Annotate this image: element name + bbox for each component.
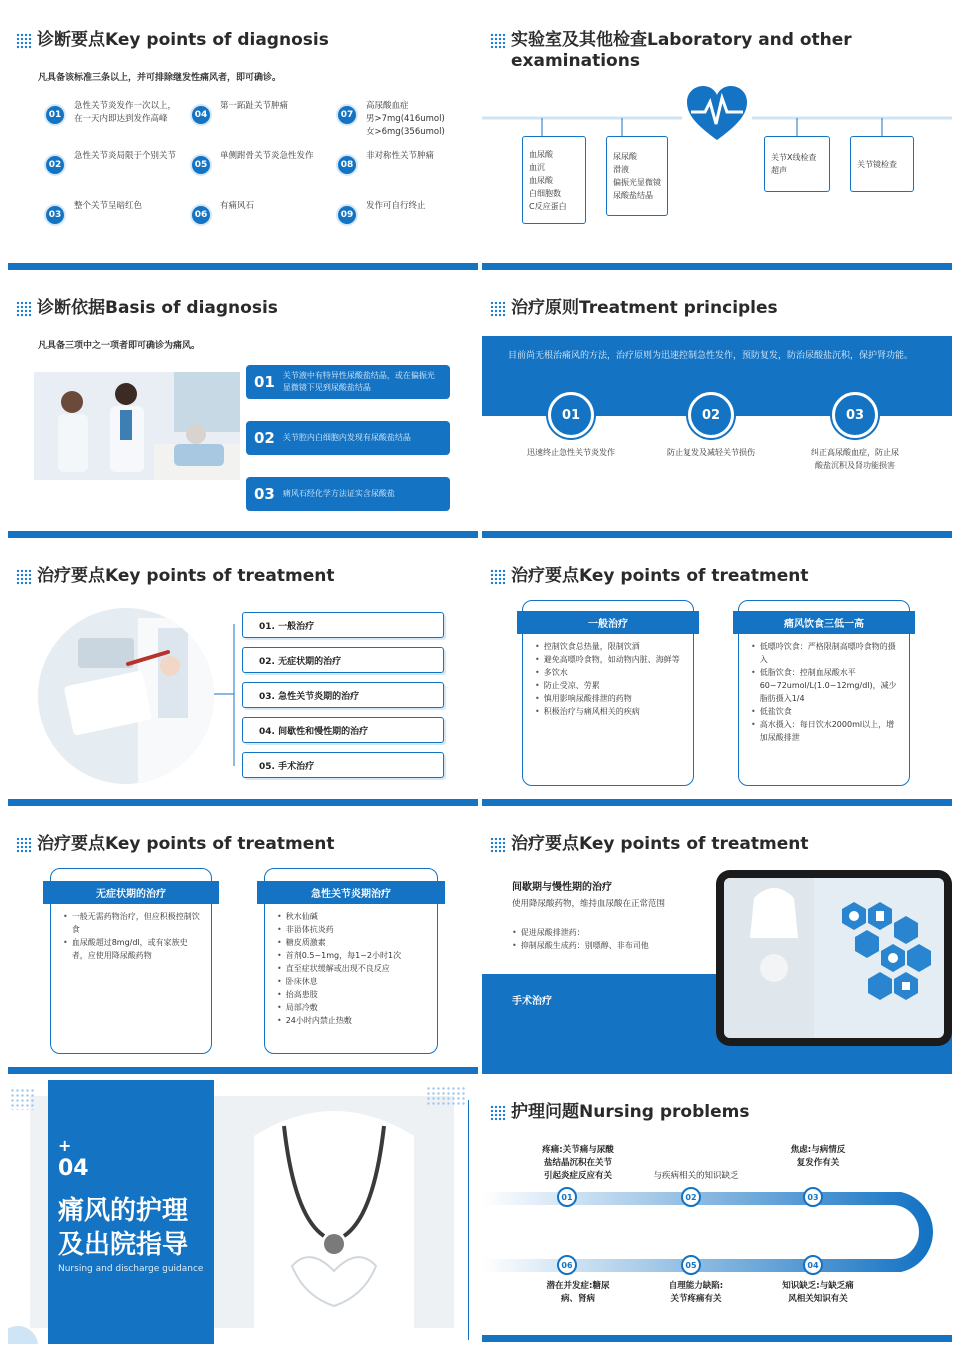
item-text: 单侧跗骨关节炎急性发作	[220, 151, 314, 161]
principle-number: 01	[548, 392, 594, 438]
box-title: 急性关节炎期治疗	[257, 881, 445, 904]
item-number: 02	[254, 429, 275, 447]
bullet-icon: •	[535, 655, 540, 664]
diagnosis-item	[44, 100, 184, 126]
list-item-text: 24小时内禁止热敷	[285, 1016, 352, 1025]
list-item	[512, 939, 712, 952]
outline-item[interactable]	[242, 612, 444, 638]
principle-text: 迅速终止急性关节炎发作	[527, 448, 615, 457]
section-subtitle: Nursing and discharge guidance	[58, 1264, 204, 1274]
list-item-text: 低嘌呤饮食：严格限制高嘌呤食物的摄入	[759, 642, 896, 664]
dots-decoration-icon	[490, 1105, 506, 1121]
outline-connector	[214, 612, 244, 782]
exam-box	[606, 136, 668, 216]
dots-decoration-icon	[490, 301, 506, 317]
slide-general-and-diet	[482, 544, 952, 806]
basis-item	[246, 365, 450, 399]
list-item-text: 积极治疗与痛风相关的疾病	[543, 707, 640, 716]
dots-decoration-icon	[490, 569, 506, 585]
slide-nursing-problems	[482, 1080, 952, 1342]
section-panel	[48, 1080, 214, 1344]
principle-text: 防止复发及减轻关节损伤	[667, 448, 755, 457]
box-title: 痛风饮食三低一高	[733, 611, 915, 634]
acute-arthritis-box	[264, 868, 438, 1054]
dots-decoration-icon	[490, 837, 506, 853]
item-number: 02	[44, 154, 66, 176]
bullet-icon: •	[512, 941, 517, 950]
dots-decoration-icon	[10, 1088, 36, 1110]
item-label: 05. 手术治疗	[259, 761, 315, 772]
doctor-patient-photo	[34, 372, 240, 480]
list-item	[535, 692, 685, 705]
drug-list	[512, 926, 712, 952]
bottom-bar	[482, 263, 952, 270]
list-item-text: 多饮水	[543, 668, 568, 677]
general-treatment-list	[523, 634, 693, 718]
circle-decoration	[8, 1326, 38, 1344]
bullet-icon: •	[751, 720, 756, 729]
plus-icon: +	[58, 1136, 72, 1155]
diagnosis-grid	[44, 100, 464, 240]
track-path	[482, 1192, 952, 1272]
problem-text: 焦虑:与病情反 复发作有关	[790, 1145, 846, 1168]
problem-number: 01	[557, 1187, 577, 1207]
dots-decoration-icon	[16, 569, 32, 585]
item-text: 有痛风石	[220, 201, 255, 211]
list-item-text: 避免高嘌呤食物，如动物内脏、海鲜等	[543, 655, 680, 664]
item-text: 发作可自行终止	[366, 201, 426, 211]
item-number: 01	[44, 104, 66, 126]
item-number: 07	[336, 104, 358, 126]
list-item	[535, 666, 685, 679]
exam-text: 尿尿酸 滑液 偏振光显微镜 尿酸盐结晶	[613, 152, 661, 200]
item-number: 06	[190, 204, 212, 226]
slide-title: 治疗原则Treatment principles	[490, 298, 778, 319]
bullet-icon: •	[277, 1016, 282, 1025]
doctor-writing-photo	[38, 608, 214, 784]
box-title: 一般治疗	[517, 611, 699, 634]
intro-text: 凡具备该标准三条以上，并可排除继发性痛风者，即可确诊。	[38, 73, 282, 83]
list-item-text: 局部冷敷	[285, 1003, 318, 1012]
slide-title: 诊断要点Key points of diagnosis	[16, 30, 329, 51]
item-number: 08	[336, 154, 358, 176]
bottom-bar	[482, 531, 952, 538]
dots-decoration-icon	[16, 837, 32, 853]
slide-lab-examinations	[482, 8, 952, 270]
item-text: 关节腔内白细胞内发现有尿酸盐结晶	[282, 433, 411, 442]
list-item	[277, 988, 429, 1001]
slide-title: 护理问题Nursing problems	[490, 1102, 749, 1123]
problem-number: 06	[557, 1255, 577, 1275]
diagnosis-item	[190, 200, 330, 226]
principle-number: 02	[688, 392, 734, 438]
item-text: 急性关节炎局限于个别关节	[74, 151, 177, 161]
list-item	[277, 1014, 429, 1027]
item-label: 03. 急性关节炎期的治疗	[259, 691, 360, 702]
list-item-text: 控制饮食总热量，限制饮酒	[543, 642, 640, 651]
bullet-icon: •	[277, 964, 282, 973]
list-item-text: 防止受凉、劳累	[543, 681, 600, 690]
list-item	[512, 926, 712, 939]
bullet-icon: •	[751, 642, 756, 651]
slide-title: 治疗要点Key points of treatment	[16, 834, 334, 855]
bullet-icon: •	[535, 668, 540, 677]
list-item	[751, 640, 901, 666]
surgery-label: 手术治疗	[512, 996, 552, 1007]
bullet-icon: •	[535, 642, 540, 651]
bullet-icon: •	[277, 977, 282, 986]
item-text: 急性关节炎发作一次以上，在一天内即达到发作高峰	[74, 101, 177, 124]
bottom-bar	[482, 1067, 952, 1074]
bullet-icon: •	[535, 681, 540, 690]
list-item-text: 抑制尿酸生成药：别嘌醇、非布司他	[520, 941, 649, 950]
bottom-bar	[8, 1067, 478, 1074]
problem-text: 自理能力缺陷: 关节疼痛有关	[668, 1281, 724, 1304]
section-title-line1: 痛风的护理	[58, 1196, 189, 1226]
diagnosis-item	[44, 200, 184, 226]
list-item-text: 抬高患肢	[285, 990, 318, 999]
item-number: 03	[44, 204, 66, 226]
section-title-line2: 及出院指导	[58, 1230, 189, 1260]
slide-treatment-outline	[8, 544, 478, 806]
slide-intermittent-chronic	[482, 812, 952, 1074]
bottom-bar	[482, 1335, 952, 1342]
slide-title: 治疗要点Key points of treatment	[16, 566, 334, 587]
diagnosis-item	[336, 200, 476, 226]
item-text: 关节液中有特异性尿酸盐结晶，或在偏振光显微镜下见到尿酸盐结晶	[282, 371, 435, 392]
outline-item[interactable]	[242, 717, 444, 743]
slide-basis-of-diagnosis	[8, 276, 478, 538]
intro-text: 凡具备三项中之一项者即可确诊为痛风。	[38, 341, 201, 351]
basis-item	[246, 421, 450, 455]
bottom-bar	[482, 799, 952, 806]
list-item-text: 促进尿酸排泄药：	[520, 928, 585, 937]
item-text: 高尿酸血症 男>7mg(416umol) 女>6mg(356umol)	[366, 101, 445, 137]
list-item-text: 卧床休息	[285, 977, 318, 986]
bullet-icon: •	[277, 925, 282, 934]
exam-text: 关节镜检查	[857, 159, 897, 169]
list-item-text: 血尿酸超过8mg/dl，或有家族史者，应使用降尿酸药物	[71, 938, 188, 960]
exam-text: 血尿酸 血沉 血尿酸 白细胞数 C反应蛋白	[529, 149, 567, 211]
diagnosis-item	[336, 100, 476, 139]
problem-text: 与疾病相关的知识缺乏	[653, 1171, 739, 1181]
list-item-text: 高水摄入：每日饮水2000ml以上，增加尿酸排泄	[759, 720, 895, 742]
list-item	[277, 936, 429, 949]
asymptomatic-list	[51, 904, 211, 962]
bullet-icon: •	[63, 912, 68, 921]
problem-text: 知识缺乏:与缺乏痛 风相关知识有关	[782, 1281, 854, 1304]
list-item	[751, 666, 901, 705]
slide-title: 治疗要点Key points of treatment	[490, 834, 808, 855]
diagnosis-item	[190, 150, 330, 176]
bullet-icon: •	[277, 990, 282, 999]
dots-decoration-icon	[16, 301, 32, 317]
slide-section-04	[8, 1080, 478, 1344]
list-item-text: 首剂0.5~1mg，每1~2小时1次	[285, 951, 402, 960]
heart-icon	[685, 84, 749, 144]
exam-box	[764, 136, 830, 192]
bullet-icon: •	[63, 938, 68, 947]
problem-number: 02	[681, 1187, 701, 1207]
list-item-text: 低脂饮食：控制血尿酸水平60~72umol/L(1.0~12mg/dl)，减少脂肪摄入1/4	[759, 668, 897, 703]
list-item-text: 糖皮质激素	[285, 938, 326, 947]
diet-list	[739, 634, 909, 744]
outline-item[interactable]	[242, 647, 444, 673]
acute-arthritis-list	[265, 904, 437, 1027]
item-number: 01	[254, 373, 275, 391]
bullet-icon: •	[535, 707, 540, 716]
item-label: 04. 间歇性和慢性期的治疗	[259, 726, 369, 737]
bottom-bar	[8, 263, 478, 270]
list-item-text: 低盐饮食	[759, 707, 792, 716]
slide-diagnosis-key-points	[8, 8, 478, 270]
list-item	[277, 975, 429, 988]
basis-item	[246, 477, 450, 511]
item-text: 非对称性关节肿痛	[366, 151, 435, 161]
list-item	[63, 910, 203, 936]
item-number: 04	[190, 104, 212, 126]
list-item	[277, 923, 429, 936]
list-item-text: 慎用影响尿酸排泄的药物	[543, 694, 632, 703]
slide-asymptomatic-and-acute	[8, 812, 478, 1074]
problem-number: 04	[803, 1255, 823, 1275]
slide-title: 治疗要点Key points of treatment	[490, 566, 808, 587]
list-item	[535, 640, 685, 653]
item-text: 第一跖趾关节肿痛	[220, 101, 289, 111]
list-item	[277, 949, 429, 962]
exam-box	[850, 136, 914, 192]
subtitle: 间歇期与慢性期的治疗	[512, 882, 612, 893]
list-item	[277, 910, 429, 923]
problem-number: 05	[681, 1255, 701, 1275]
outline-item[interactable]	[242, 752, 444, 778]
section-number: 04	[58, 1156, 89, 1181]
list-item-text: 一般无需药物治疗，但应积极控制饮食	[71, 912, 200, 934]
list-item-text: 直至症状缓解或出现不良反应	[285, 964, 390, 973]
bullet-icon: •	[535, 694, 540, 703]
item-number: 05	[190, 154, 212, 176]
desc: 使用降尿酸药物，维持血尿酸在正常范围	[512, 899, 666, 909]
list-item-text: 非甾体抗炎药	[285, 925, 334, 934]
principle-banner: 目前尚无根治痛风的方法，治疗原则为迅速控制急性发作，预防复发，防治尿酸盐沉积，保护肾功能。	[482, 336, 952, 416]
slide-treatment-principles	[482, 276, 952, 538]
outline-item[interactable]	[242, 682, 444, 708]
dots-decoration-icon	[426, 1086, 466, 1106]
bullet-icon: •	[277, 951, 282, 960]
list-item	[751, 705, 901, 718]
tablet-image	[716, 870, 952, 1046]
bottom-bar	[8, 799, 478, 806]
slide-title: 实验室及其他检查Laboratory and other examinations	[490, 30, 852, 72]
problem-number: 03	[803, 1187, 823, 1207]
bullet-icon: •	[277, 912, 282, 921]
principle-text: 纠正高尿酸血症，防止尿酸盐沉积及肾功能损害	[811, 448, 899, 470]
list-item	[535, 705, 685, 718]
diet-box	[738, 600, 910, 786]
exam-text: 关节X线检查 超声	[771, 153, 817, 175]
list-item	[751, 718, 901, 744]
slide-title: 诊断依据Basis of diagnosis	[16, 298, 278, 319]
dots-decoration-icon	[16, 33, 32, 49]
item-label: 02. 无症状期的治疗	[259, 656, 342, 667]
box-title: 无症状期的治疗	[43, 881, 219, 904]
bullet-icon: •	[751, 668, 756, 677]
diagnosis-item	[44, 150, 184, 176]
bullet-icon: •	[512, 928, 517, 937]
item-label: 01. 一般治疗	[259, 621, 315, 632]
list-item	[277, 1001, 429, 1014]
section-photo	[214, 1096, 454, 1328]
bullet-icon: •	[277, 1003, 282, 1012]
list-item-text: 秋水仙碱	[285, 912, 318, 921]
problem-text: 疼痛:关节痛与尿酸 盐结晶沉积在关节 引起炎症反应有关	[542, 1145, 614, 1181]
bullet-icon: •	[277, 938, 282, 947]
list-item	[63, 936, 203, 962]
diagnosis-item	[336, 150, 476, 176]
general-treatment-box	[522, 600, 694, 786]
asymptomatic-box	[50, 868, 212, 1054]
dots-decoration-icon	[490, 33, 506, 49]
bullet-icon: •	[751, 707, 756, 716]
exam-box	[522, 136, 586, 224]
problem-text: 潜在并发症:糖尿 病、肾病	[546, 1281, 610, 1304]
list-item	[277, 962, 429, 975]
item-text: 整个关节呈暗红色	[74, 201, 143, 211]
item-number: 09	[336, 204, 358, 226]
principle-number: 03	[832, 392, 878, 438]
vertical-line	[468, 1100, 469, 1340]
list-item	[535, 679, 685, 692]
diagnosis-item	[190, 100, 330, 126]
list-item	[535, 653, 685, 666]
item-number: 03	[254, 485, 275, 503]
bottom-bar	[8, 531, 478, 538]
item-text: 痛风石经化学方法证实含尿酸盐	[282, 489, 395, 498]
